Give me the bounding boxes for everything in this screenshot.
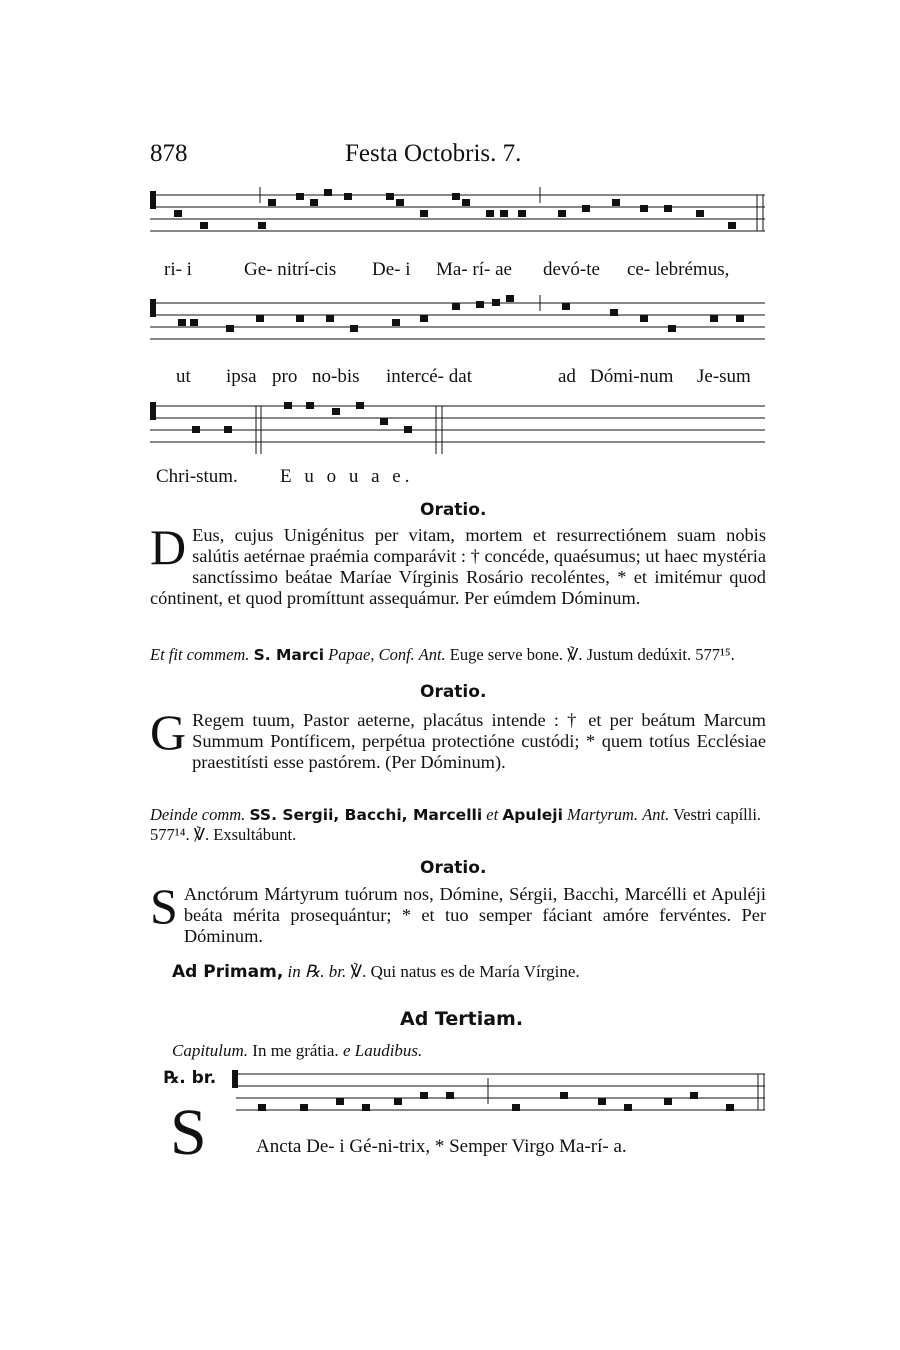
page-number: 878 [150, 140, 188, 167]
rubric-text: Euge serve bone. ℣. Justum dedúxit. 577¹⁵. [449, 645, 735, 664]
rubric-text: Vestri capílli. 577¹⁴. ℣. Exsultábunt. [150, 805, 762, 844]
oratio-text: Regem tuum, Pastor aeterne, placátus intende : † et per beátum Marcum Summum Pontíficem, perpétua protectióne custódi; * quem totíus Ecclésiae praestitísti esse pastórem. (Per Dóminum). [192, 710, 766, 772]
drop-capital: S [150, 878, 178, 934]
drop-capital: D [150, 519, 187, 575]
lyric-syllable: Ma- rí- ae [436, 259, 512, 280]
lyric-syllable: ri- i [164, 259, 192, 280]
page-header [150, 140, 765, 176]
ad-primam-line [172, 962, 580, 982]
oratio-heading: Oratio. [420, 858, 487, 878]
lyric-syllable: ipsa [226, 366, 257, 387]
lyric-syllable: no-bis [312, 366, 360, 387]
capitulum-line [172, 1041, 422, 1061]
responsory-label: ℞. br. [164, 1068, 217, 1088]
drop-capital: S [170, 1096, 207, 1169]
oratio-text: Anctórum Mártyrum tuórum nos, Dómine, Sérgii, Bacchi, Marcélli et Apuléji beáta mérita prosequántur; * et tuo semper fáciant amóre fervéntes. Per Dóminum. [183, 884, 766, 946]
lyric-syllable: Ge- nitrí-cis [244, 259, 337, 280]
chant-staff-3 [0, 398, 900, 458]
lyric-syllable: ce- lebrémus, [627, 259, 730, 280]
ant-label: Ant. [642, 805, 670, 824]
ad-primam-resp: ℞. br. [305, 962, 347, 981]
lyric-syllable: Chri-stum. [156, 466, 238, 487]
saint-title: Papae, Conf. Ant. [328, 645, 446, 664]
ad-primam-label: Ad Primam, [172, 962, 284, 982]
chant-staff-2 [0, 295, 900, 355]
rubric-commemoration [150, 805, 766, 845]
drop-capital: G [150, 704, 187, 760]
lyric-syllable: intercé- dat [386, 366, 472, 387]
oratio-heading: Oratio. [420, 500, 487, 520]
ad-primam-in: in [287, 962, 301, 981]
oratio-paragraph [150, 878, 766, 947]
oratio-heading: Oratio. [420, 682, 487, 702]
lyric-syllable: devó-te [543, 259, 600, 280]
chant-staff-1 [0, 185, 900, 245]
oratio-paragraph [150, 704, 766, 773]
ad-tertiam-heading: Ad Tertiam. [400, 1008, 524, 1030]
saint-name: S. Marci [253, 646, 325, 664]
page-title: Festa Octobris. 7. [345, 140, 522, 167]
capitulum-label: Capitulum. [172, 1041, 249, 1060]
ad-primam-text: ℣. Qui natus es de María Vírgine. [350, 962, 580, 981]
saint-name: Apuleji [502, 806, 563, 824]
lyric-syllable: E u o u a e. [280, 466, 414, 487]
oratio-paragraph [150, 519, 766, 609]
martyrum-label: Martyrum. [567, 805, 639, 824]
lyric-syllable: Je-sum [697, 366, 751, 387]
capitulum-source: e Laudibus. [342, 1041, 423, 1060]
rubric-commemoration [150, 645, 766, 665]
lyric-syllable: ut [176, 366, 191, 387]
lyric-syllable: pro [272, 366, 298, 387]
lyric-syllable: Dómi-num [590, 366, 674, 387]
saints-names: SS. Sergii, Bacchi, Marcelli [249, 806, 483, 824]
chant-staff-4 [0, 1064, 900, 1124]
rubric-intro: Et fit commem. [150, 645, 250, 664]
rubric-intro: Deinde comm. [150, 805, 246, 824]
rubric-et: et [486, 805, 499, 824]
lyric-syllable: De- i [372, 259, 411, 280]
responsory-lyrics: Ancta De- i Gé-ni-trix, * Semper Virgo Ma-rí- a. [256, 1136, 627, 1157]
lyric-syllable: ad [558, 366, 576, 387]
capitulum-text: In me grátia. [252, 1041, 339, 1060]
oratio-text: Eus, cujus Unigénitus per vitam, mortem et resurrectiónem suam nobis salútis aetérnae praémia comparávit : † concéde, quaésumus; ut haec mystéria sanctíssimo beátae Maríae Vírginis Rosário recoléntes, * et imitémur quod cóntinent, et quod promíttunt assequámur. Per eúmdem Dóminum. [150, 525, 766, 608]
